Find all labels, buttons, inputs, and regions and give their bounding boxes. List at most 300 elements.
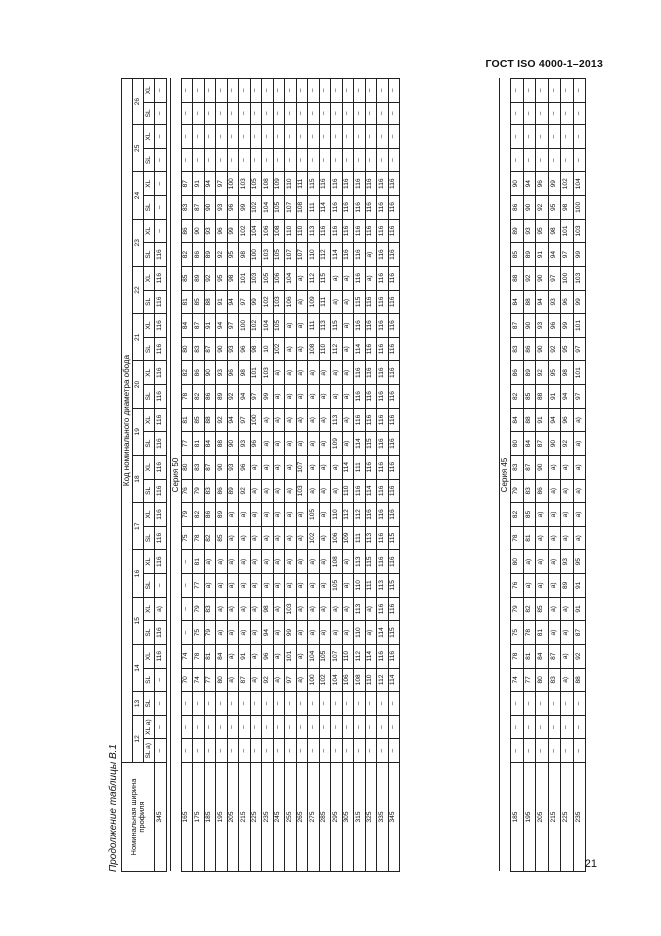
sub-header: SL [144,102,155,125]
value-cell: 83 [193,337,205,361]
value-cell: a) [285,455,297,479]
value-cell: – [365,692,377,716]
value-cell: 116 [342,219,354,243]
value-cell: 85 [523,385,536,409]
value-cell: a) [296,597,308,621]
value-cell: – [216,148,228,172]
value-cell: a) [273,361,285,385]
value-cell: a) [308,621,320,645]
value-cell: a) [308,574,320,598]
value-cell: – [536,148,549,172]
value-cell: 114 [388,668,400,692]
value-cell: a) [273,408,285,432]
value-cell: 116 [365,172,377,196]
value-cell: 95 [548,196,561,220]
value-cell: 88 [523,408,536,432]
value-cell: – [273,715,285,739]
value-cell: – [342,715,354,739]
value-cell: a) [342,266,354,290]
value-cell: a) [273,550,285,574]
table-row [331,79,343,872]
value-cell: a) [331,597,343,621]
value-cell: a) [285,408,297,432]
value-cell: – [216,102,228,125]
value-cell: 106 [285,290,297,314]
value-cell: a) [342,314,354,338]
value-cell: 94 [227,290,239,314]
value-cell: – [296,739,308,763]
value-cell: – [181,715,193,739]
value-cell: – [285,148,297,172]
value-cell: – [573,79,586,103]
value-cell: a) [227,644,239,668]
value-cell: 88 [523,290,536,314]
value-cell: 116 [377,219,389,243]
value-cell: 90 [536,266,549,290]
value-cell: 116 [331,219,343,243]
value-cell: 85 [193,408,205,432]
table-head [122,79,155,872]
value-cell: a) [216,550,228,574]
value-cell: 111 [354,455,366,479]
value-cell: a) [250,574,262,598]
value-cell: 116 [388,432,400,456]
value-cell: a) [342,337,354,361]
value-cell: a) [573,408,586,432]
value-cell: 101 [285,644,297,668]
value-cell: 112 [342,503,354,527]
value-cell: a) [308,432,320,456]
value-cell: – [308,102,320,125]
value-cell: 116 [388,385,400,409]
value-cell: 77 [204,668,216,692]
value-cell: 112 [354,644,366,668]
sub-header: SL [144,692,155,716]
load-index-table [121,78,400,872]
value-cell: – [296,79,308,103]
value-cell: 102 [273,337,285,361]
value-cell: a) [250,668,262,692]
value-cell: 116 [331,196,343,220]
value-cell: 75 [511,621,524,645]
table-row [354,79,366,872]
value-cell: 92 [204,266,216,290]
value-cell: 104 [285,266,297,290]
value-cell: 94 [548,243,561,267]
value-cell: – [155,172,167,196]
value-cell: – [511,125,524,149]
value-cell: – [561,715,574,739]
code-header: 16 [133,550,144,597]
value-cell: 84 [181,314,193,338]
value-cell: 87 [573,621,586,645]
value-cell: a) [561,621,574,645]
value-cell: – [262,148,274,172]
value-cell: 88 [573,668,586,692]
value-cell: a) [285,550,297,574]
value-cell: 81 [536,621,549,645]
value-cell: 106 [262,219,274,243]
value-cell: 83 [511,337,524,361]
document-header: ГОСТ ISO 4000-1–2013 [485,58,603,70]
value-cell: a) [319,455,331,479]
value-cell: – [285,715,297,739]
value-cell: 89 [523,243,536,267]
value-cell: – [296,102,308,125]
value-cell: a) [273,432,285,456]
value-cell: – [204,715,216,739]
value-cell: 115 [365,550,377,574]
value-cell: a) [227,574,239,598]
value-cell: 110 [285,172,297,196]
rotated-table-area [108,78,580,872]
value-cell: – [354,692,366,716]
value-cell: a) [273,455,285,479]
value-cell: a) [561,644,574,668]
value-cell: 116 [155,432,167,456]
value-cell: – [573,739,586,763]
value-cell: a) [319,432,331,456]
value-cell: a) [155,597,167,621]
value-cell: 116 [155,337,167,361]
head-row-diameter [122,79,133,872]
value-cell: – [354,102,366,125]
value-cell: – [377,148,389,172]
sub-header: SL [144,574,155,598]
value-cell: 104 [308,644,320,668]
series-title-row [500,79,511,872]
value-cell: a) [573,503,586,527]
value-cell: 92 [561,432,574,456]
value-cell: 114 [365,479,377,503]
value-cell: a) [273,526,285,550]
value-cell: a) [319,550,331,574]
width-cell: 335 [377,763,389,872]
value-cell: 114 [354,337,366,361]
value-cell: – [536,102,549,125]
value-cell: – [536,715,549,739]
value-cell: 116 [342,172,354,196]
value-cell: 114 [354,432,366,456]
value-cell: 101 [561,219,574,243]
value-cell: – [308,692,320,716]
value-cell: 116 [155,314,167,338]
code-header: 13 [133,692,144,716]
value-cell: 102 [319,668,331,692]
value-cell: a) [319,479,331,503]
value-cell: 86 [511,361,524,385]
value-cell: 96 [227,361,239,385]
value-cell: – [331,715,343,739]
sub-header: XL [144,361,155,385]
value-cell: a) [331,621,343,645]
value-cell: a) [296,503,308,527]
sub-header: SL [144,526,155,550]
value-cell: 86 [204,385,216,409]
value-cell: – [342,102,354,125]
table-row [193,79,205,872]
value-cell: a) [204,550,216,574]
table-row [273,79,285,872]
value-cell: 89 [216,503,228,527]
value-cell: 116 [365,455,377,479]
value-cell: 86 [193,243,205,267]
value-cell: 93 [227,455,239,479]
value-cell: 91 [573,597,586,621]
value-cell: 102 [262,290,274,314]
sub-header: SL [144,479,155,503]
value-cell: a) [273,503,285,527]
width-cell: 345 [388,763,400,872]
value-cell: – [331,102,343,125]
value-cell: 111 [308,196,320,220]
value-cell: 80 [536,668,549,692]
value-cell: – [155,739,167,763]
code-header: 14 [133,644,144,691]
value-cell: 99 [573,243,586,267]
sub-header: SL [144,337,155,361]
value-cell: a) [342,385,354,409]
value-cell: 86 [181,219,193,243]
sub-header: XL [144,266,155,290]
value-cell: a) [250,597,262,621]
value-cell: 111 [354,526,366,550]
value-cell: a) [548,503,561,527]
width-cell: 245 [273,763,285,872]
value-cell: a) [285,432,297,456]
value-cell: 116 [377,290,389,314]
value-cell: – [193,739,205,763]
value-cell: 110 [354,621,366,645]
value-cell: 108 [273,219,285,243]
value-cell: – [331,692,343,716]
value-cell: a) [262,550,274,574]
value-cell: a) [573,455,586,479]
sub-header: SL [144,621,155,645]
value-cell: a) [319,597,331,621]
value-cell: 78 [193,644,205,668]
value-cell: 88 [536,385,549,409]
value-cell: 76 [181,479,193,503]
value-cell: – [216,692,228,716]
value-cell: – [511,739,524,763]
value-cell: – [239,739,251,763]
value-cell: – [388,739,400,763]
value-cell: – [181,597,193,621]
value-cell: – [250,148,262,172]
value-cell: 91 [573,574,586,598]
value-cell: 105 [262,266,274,290]
value-cell: 116 [155,408,167,432]
value-cell: 99 [561,314,574,338]
value-cell: – [319,715,331,739]
value-cell: 82 [193,385,205,409]
value-cell: 93 [239,432,251,456]
value-cell: – [227,125,239,149]
value-cell: 89 [204,243,216,267]
value-cell: a) [573,479,586,503]
width-cell: 325 [365,763,377,872]
value-cell: 88 [204,290,216,314]
value-cell: 116 [388,479,400,503]
value-cell: – [193,692,205,716]
value-cell: 92 [548,337,561,361]
value-cell: 102 [561,172,574,196]
value-cell: – [365,125,377,149]
value-cell: 98 [239,243,251,267]
value-cell: 89 [561,574,574,598]
value-cell: 85 [181,266,193,290]
value-cell: – [388,102,400,125]
table-row [227,79,239,872]
value-cell: a) [285,385,297,409]
value-cell: 76 [511,574,524,598]
value-cell: 98 [227,266,239,290]
value-cell: 116 [377,196,389,220]
value-cell: 116 [388,644,400,668]
value-cell: 116 [377,408,389,432]
series-title-row [170,79,181,872]
value-cell: – [262,125,274,149]
value-cell: a) [273,621,285,645]
value-cell: 93 [216,196,228,220]
value-cell: 116 [365,503,377,527]
value-cell: a) [296,408,308,432]
value-cell: a) [308,385,320,409]
value-cell: 98 [262,597,274,621]
sub-header: SL a) [144,739,155,763]
value-cell: 94 [548,408,561,432]
value-cell: 116 [388,266,400,290]
value-cell: 93 [561,550,574,574]
value-cell: 103 [273,290,285,314]
value-cell: 116 [365,314,377,338]
value-cell: 114 [331,243,343,267]
table-row [250,79,262,872]
value-cell: 116 [377,361,389,385]
value-cell: 90 [536,455,549,479]
value-cell: – [296,148,308,172]
value-cell: 116 [388,455,400,479]
value-cell: – [548,125,561,149]
value-cell: – [155,79,167,103]
value-cell: 96 [561,408,574,432]
value-cell: 84 [523,432,536,456]
code-header: 23 [133,219,144,266]
value-cell: a) [308,597,320,621]
value-cell: a) [342,550,354,574]
value-cell: 107 [285,243,297,267]
value-cell: 115 [354,290,366,314]
value-cell: a) [331,385,343,409]
value-cell: 82 [523,597,536,621]
value-cell: – [181,621,193,645]
value-cell: – [561,125,574,149]
value-cell: 90 [227,432,239,456]
value-cell: 83 [181,196,193,220]
value-cell: – [523,102,536,125]
value-cell: a) [523,574,536,598]
value-cell: 82 [511,385,524,409]
value-cell: 116 [155,479,167,503]
value-cell: a) [250,503,262,527]
value-cell: – [331,148,343,172]
value-cell: – [285,79,297,103]
value-cell: – [342,739,354,763]
value-cell: 103 [250,266,262,290]
value-cell: 108 [262,172,274,196]
value-cell: 90 [216,337,228,361]
value-cell: 86 [216,479,228,503]
value-cell: 116 [377,337,389,361]
value-cell: 112 [377,668,389,692]
value-cell: 96 [536,172,549,196]
value-cell: 74 [181,644,193,668]
sub-header: XL [144,455,155,479]
value-cell: 116 [377,432,389,456]
value-cell: a) [342,621,354,645]
value-cell: – [155,668,167,692]
value-cell: a) [250,550,262,574]
width-cell: 255 [285,763,297,872]
value-cell: a) [262,408,274,432]
value-cell: 102 [239,219,251,243]
code-header: 26 [133,79,144,125]
value-cell: – [239,715,251,739]
value-cell: 81 [181,290,193,314]
value-cell: 116 [377,172,389,196]
value-cell: – [342,692,354,716]
value-cell: a) [548,597,561,621]
value-cell: a) [296,644,308,668]
value-cell: – [388,692,400,716]
value-cell: 98 [548,219,561,243]
value-cell: a) [342,432,354,456]
value-cell: a) [561,479,574,503]
value-cell: a) [216,574,228,598]
value-cell: 107 [285,196,297,220]
value-cell: 104 [262,314,274,338]
value-cell: 116 [377,503,389,527]
value-cell: – [548,79,561,103]
diameter-header: Код номинального диаметра обода [122,79,133,763]
value-cell: 95 [573,550,586,574]
value-cell: a) [227,503,239,527]
value-cell: 102 [250,196,262,220]
value-cell: a) [262,574,274,598]
value-cell: a) [250,455,262,479]
value-cell: 115 [388,526,400,550]
sub-header: XL [144,172,155,196]
value-cell: – [285,102,297,125]
value-cell: 91 [239,644,251,668]
value-cell: – [561,148,574,172]
width-cell: 305 [342,763,354,872]
value-cell: – [155,148,167,172]
value-cell: 90 [511,172,524,196]
code-header: 17 [133,503,144,550]
value-cell: 95 [227,243,239,267]
value-cell: a) [536,503,549,527]
value-cell: – [536,739,549,763]
value-cell: – [204,148,216,172]
width-cell: 185 [204,763,216,872]
value-cell: a) [239,597,251,621]
value-cell: 89 [216,385,228,409]
value-cell: – [250,715,262,739]
value-cell: 116 [155,455,167,479]
value-cell: 94 [523,172,536,196]
